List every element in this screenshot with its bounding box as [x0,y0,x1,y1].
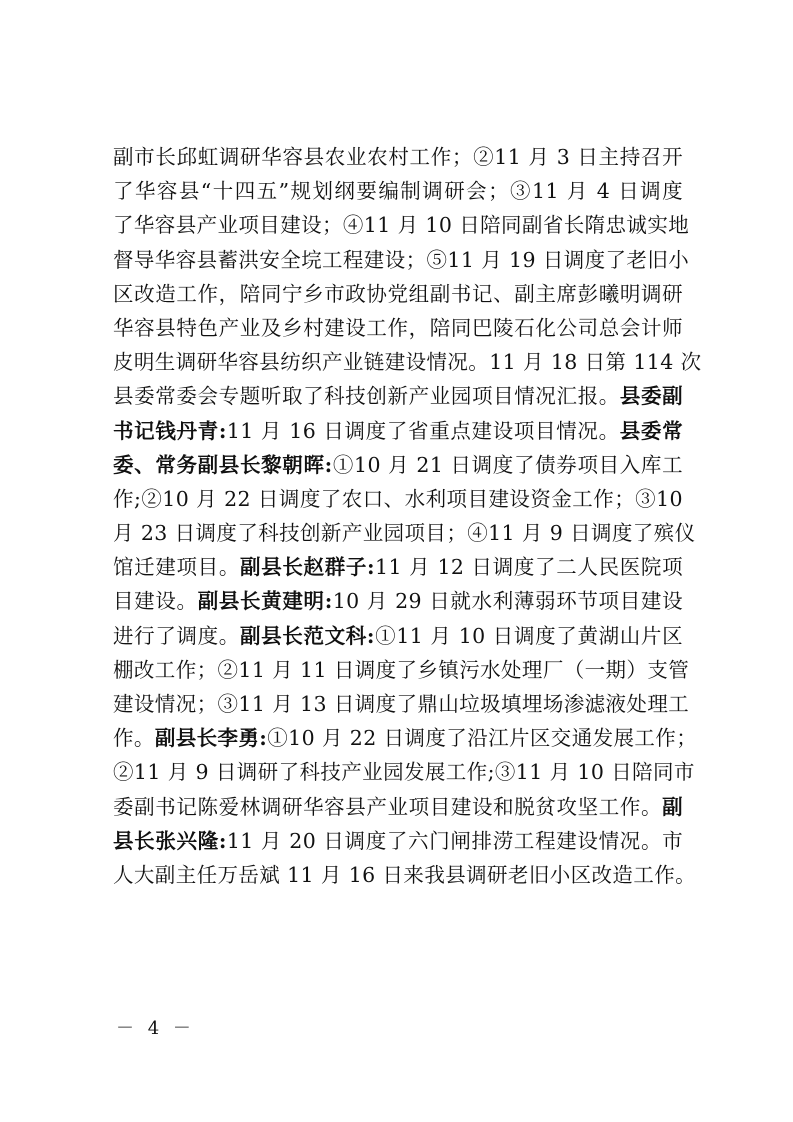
body-text-segment: 馆迁建项目。 [113,555,241,580]
body-text-segment: 建设情况；③11 月 13 日调度了鼎山垃圾填埋场渗滤液处理工 [113,692,690,716]
body-text-segment: 委副书记陈爱林调研华容县产业项目建设和脱贫攻坚工作。 [113,794,663,819]
text-line [113,311,683,345]
body-text-segment: 11 月 12 日调度了二人民医院项 [375,555,683,580]
text-line [113,414,683,448]
body-text-segment: 区改造工作，陪同宁乡市政协党组副书记、副主席彭曦明调研 [113,281,683,306]
text-line [113,516,696,550]
bold-heading-text: 县委副 [619,384,683,409]
body-text-segment: ①10 月 22 日调度了沿江片区交通发展工作； [267,726,698,751]
body-text-segment: 11 月 20 日调度了六门闸排涝工程建设情况。市 [226,828,684,853]
text-line [113,140,683,174]
body-text-segment: 华容县特色产业及乡村建设工作，陪同巴陵石化公司总会计师 [113,315,683,340]
text-line [113,550,683,584]
text-line [113,790,683,824]
text-line [113,482,683,516]
bold-heading-text: 副县长李勇: [154,726,268,751]
body-text-segment: 11 月 16 日调度了省重点建设项目情况。 [226,418,620,443]
body-text-segment: 作;②10 月 22 日调度了农口、水利项目建设资金工作；③10 [113,486,683,511]
text-line [113,619,683,653]
body-text-segment: 月 23 日调度了科技创新产业园项目；④11 月 9 日调度了殡仪 [113,521,696,546]
body-text-segment: 皮明生调研华容县纺织产业链建设情况。11 月 18 日第 114 次 [113,350,702,375]
body-text-segment: 目建设。 [113,589,198,614]
body-text-segment: 副市长邱虹调研华容县农业农村工作；②11 月 3 日主持召开 [113,145,683,169]
text-line [113,858,697,892]
body-text-segment: ①10 月 21 日调度了债券项目入库工 [332,452,683,477]
body-text-segment: 县委常委会专题听取了科技创新产业园项目情况汇报。 [113,384,620,409]
text-line [113,174,683,208]
body-text-segment: 进行了调度。 [113,623,240,648]
text-line [113,243,690,277]
body-text-segment: 人大副主任万岳斌 11 月 16 日来我县调研老旧小区改造工作。 [113,862,697,887]
text-line [113,755,695,789]
bold-heading-text: 副县长范文科: [239,623,375,648]
bold-heading-text: 县委常 [619,418,683,443]
text-line [113,277,683,311]
text-line [113,379,683,413]
body-text-segment: ①11 月 10 日调度了黄湖山片区 [374,623,683,648]
body-text-segment: 10 月 29 日就水利薄弱环节项目建设 [332,589,683,614]
body-text-segment: 作。 [113,726,155,751]
text-line [113,584,683,618]
text-line [113,345,702,379]
text-line [113,208,690,242]
bold-heading-text: 副 [662,794,683,819]
text-line [113,653,690,687]
body-text-segment: ②11 月 9 日调研了科技产业园发展工作;③11 月 10 日陪同市 [113,760,695,785]
bold-heading-text: 县长张兴隆: [113,828,227,853]
body-text-segment: 棚改工作；②11 月 11 日调度了乡镇污水处理厂（一期）支管 [113,657,690,682]
body-text-segment: 督导华容县蓄洪安全垸工程建设；⑤11 月 19 日调度了老旧小 [113,247,690,272]
bold-heading-text: 副县长赵群子: [240,555,376,580]
bold-heading-text: 副县长黄建明: [197,589,333,614]
body-text-segment: 了华容县产业项目建设；④11 月 10 日陪同副省长隋忠诚实地 [113,213,690,238]
page-number: － 4 － [116,1018,195,1039]
text-line [113,824,683,858]
document-body [113,140,702,892]
bold-heading-text: 委、常务副县长黎朝晖: [113,452,333,477]
text-line [113,448,683,482]
body-text-segment: 了华容县“十四五”规划纲要编制调研会；③11 月 4 日调度 [113,179,683,204]
bold-heading-text: 书记钱丹青: [113,418,227,443]
text-line [113,721,698,755]
text-line [113,687,690,721]
